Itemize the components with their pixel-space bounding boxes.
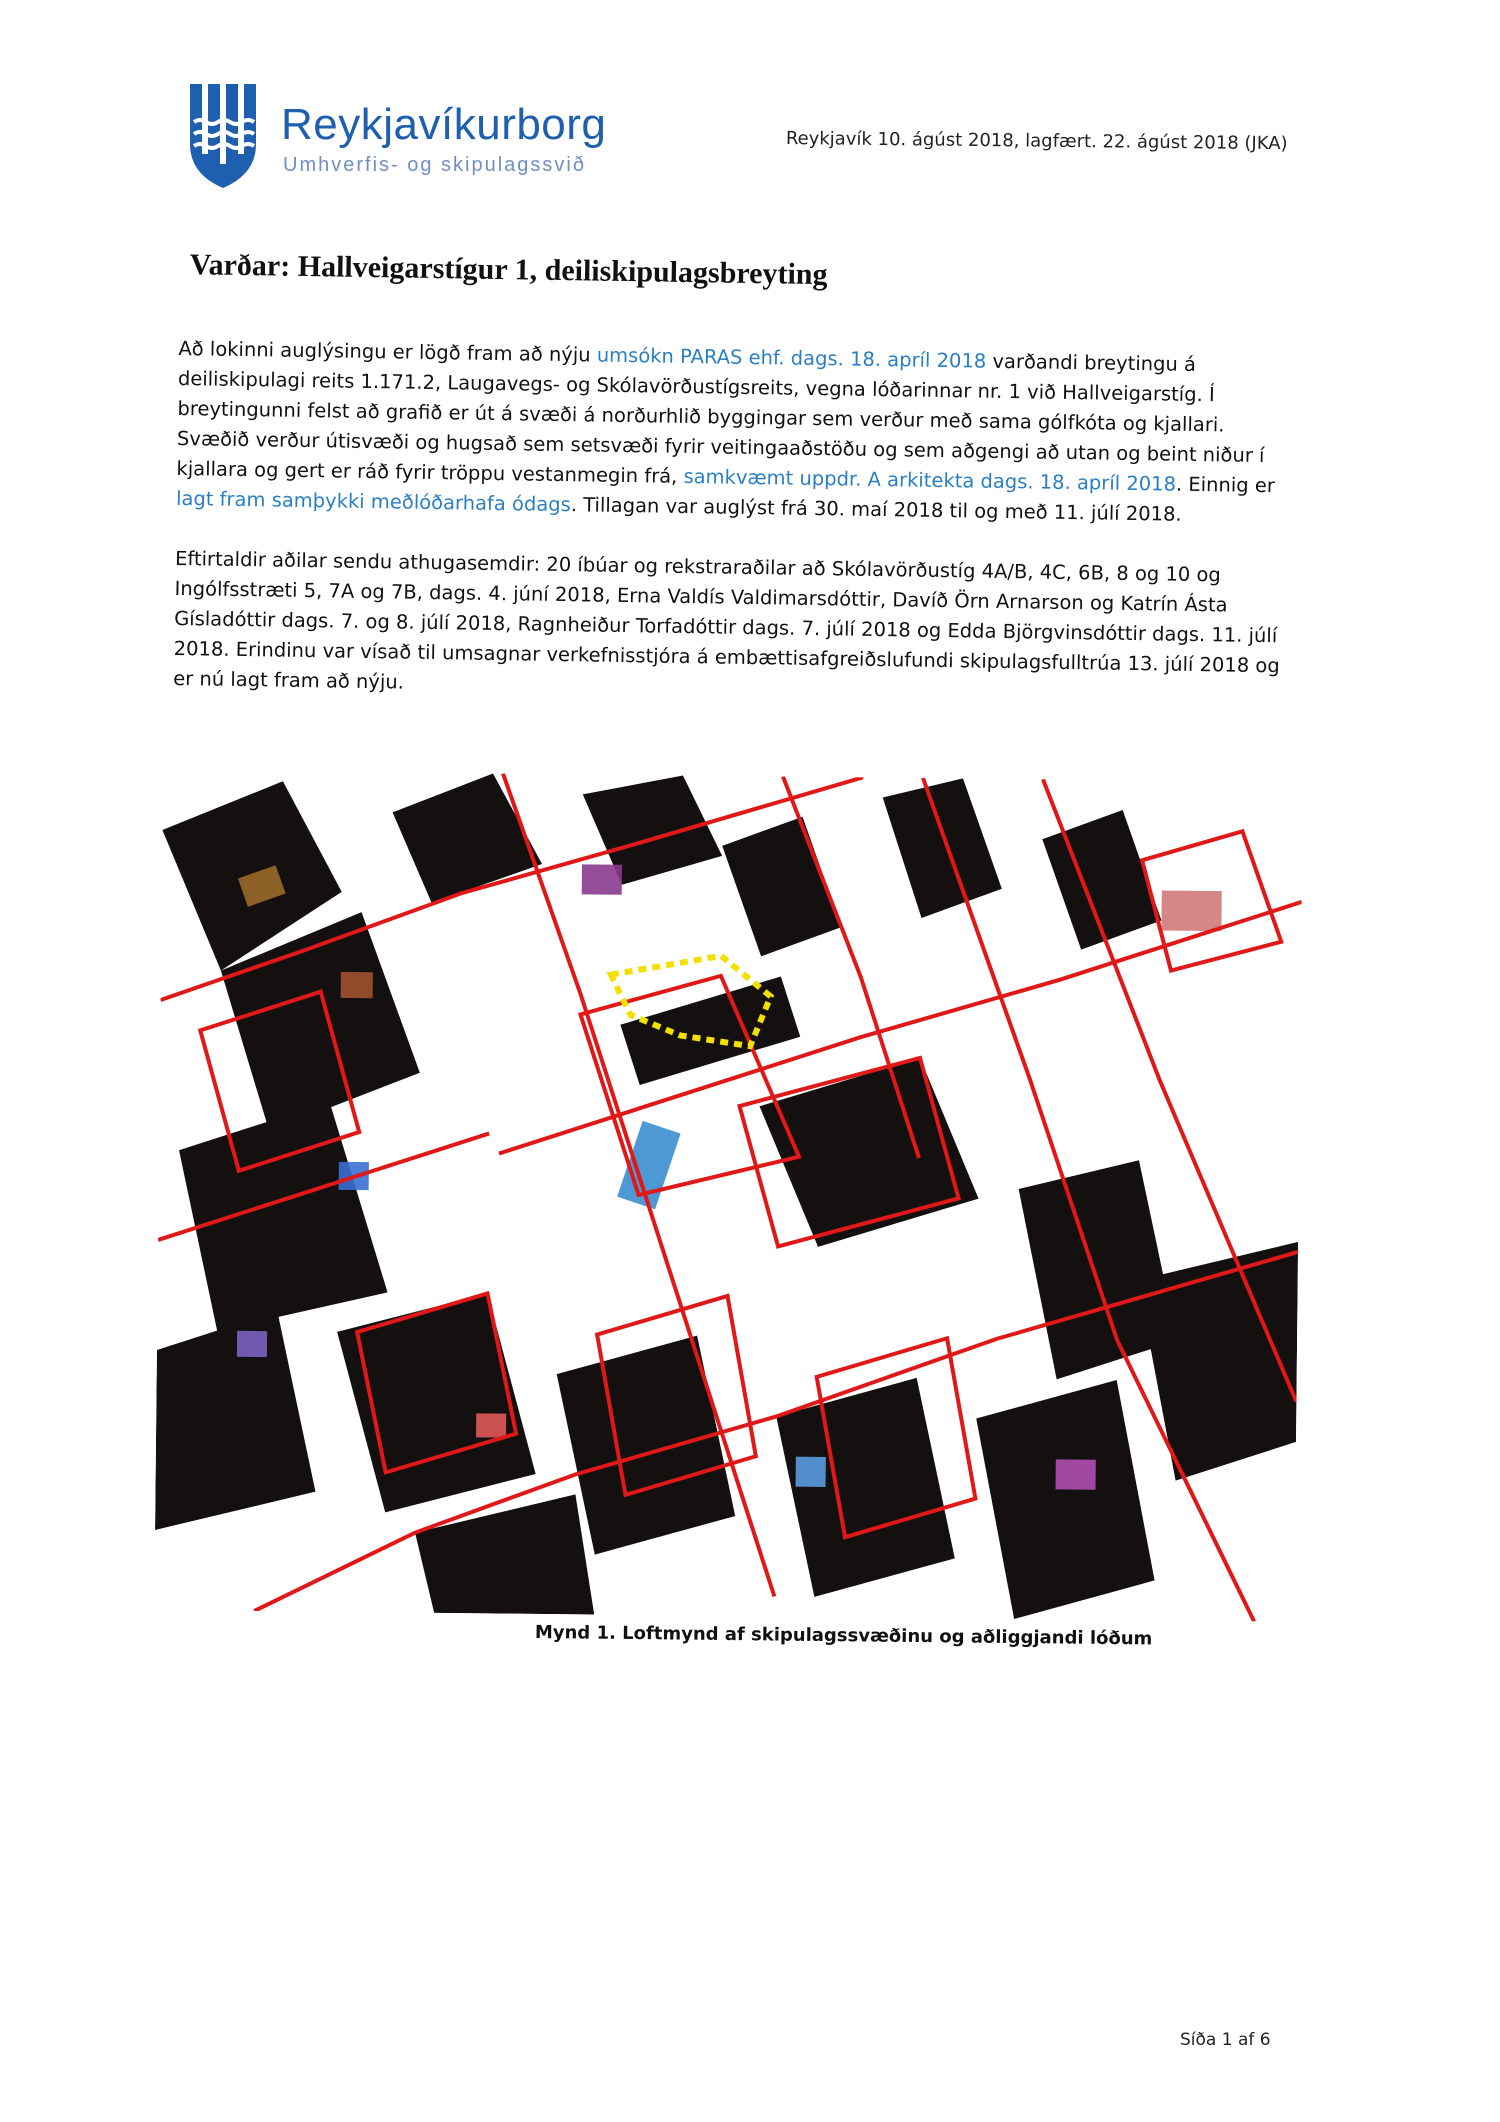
consent-reference: lagt fram samþykki meðlóðarhafa ódags — [175, 486, 571, 517]
para1-text-g: . Tillagan var auglýst frá 30. maí 2018 til og með 11. júlí 2018. — [570, 493, 1182, 526]
date-line: Reykjavík 10. ágúst 2018, lagfært. 22. ágúst 2018 (JKA) — [785, 128, 1288, 155]
org-name: Reykjavíkurborg — [281, 100, 607, 149]
paragraph-1 — [176, 334, 1289, 531]
subject-heading: Varðar: Hallveigarstígur 1, deiliskipulagsbreyting — [189, 248, 828, 292]
page-number: Síða 1 af 6 — [1180, 2030, 1271, 2050]
application-reference: umsókn PARAS ehf. dags. 18. apríl 2018 — [596, 343, 987, 373]
para1-text-a: Að lokinni auglýsingu er lögð fram að nýju — [178, 336, 597, 367]
letter-body — [173, 248, 1290, 741]
para1-text-e: . Einnig er — [1175, 472, 1276, 498]
reykjavik-shield-icon — [188, 82, 258, 190]
paragraph-2: Eftirtaldir aðilar sendu athugasemdir: 20 íbúar og rekstraraðilar að Skólavörðustíg 4A/B, 4C, 6B, 8 og 10 og Ingólfsstræti 5, 7A og 7B, dags. 4. júní 2018, Erna Valdís Valdimarsdóttir, Davíð Örn Arnarson og Katrín Ásta Gísladóttir dags. 7. og 8. júlí 2018, Ragnheiður Torfadóttir dags. 7. júlí 2018 og Edda Björgvinsdóttir dags. 11. júlí 2018. Erindinu var vísað til umsagnar verkefnisstjóra á embættisafgreiðslufundi skipulagsfulltrúa 13. júlí 2018 og er nú lagt fram að nýju. — [173, 546, 1280, 694]
reykjavik-logo — [188, 82, 618, 192]
drawing-reference: samkvæmt uppdr. A arkitekta dags. 18. apríl 2018 — [683, 464, 1177, 496]
aerial-map-image — [154, 770, 1303, 1622]
para1-text-c: varðandi breytingu á deiliskipulagi reits 1.171.2, Laugavegs- og Skólavörðustígsreits, vegna lóðarinnar nr. 1 við Hallveigarstíg. Í breytingunni felst að grafið er út á svæði á norðurhlið byggingar sem verður með sama gólfkóta og kjallari. Svæðið verður útisvæði og hugsað sem setsvæði fyrir veitingaaðstöðu og sem aðgengi að utan og beint niður í kjallara og gert er ráð fyrir tröppu vestanmegin frá, — [176, 349, 1265, 488]
figure-caption: Mynd 1. Loftmynd af skipulagssvæðinu og aðliggjandi lóðum — [534, 1622, 1153, 1650]
org-department: Umhverfis- og skipulagssvið — [283, 154, 586, 176]
aerial-map-figure — [154, 770, 1303, 1622]
